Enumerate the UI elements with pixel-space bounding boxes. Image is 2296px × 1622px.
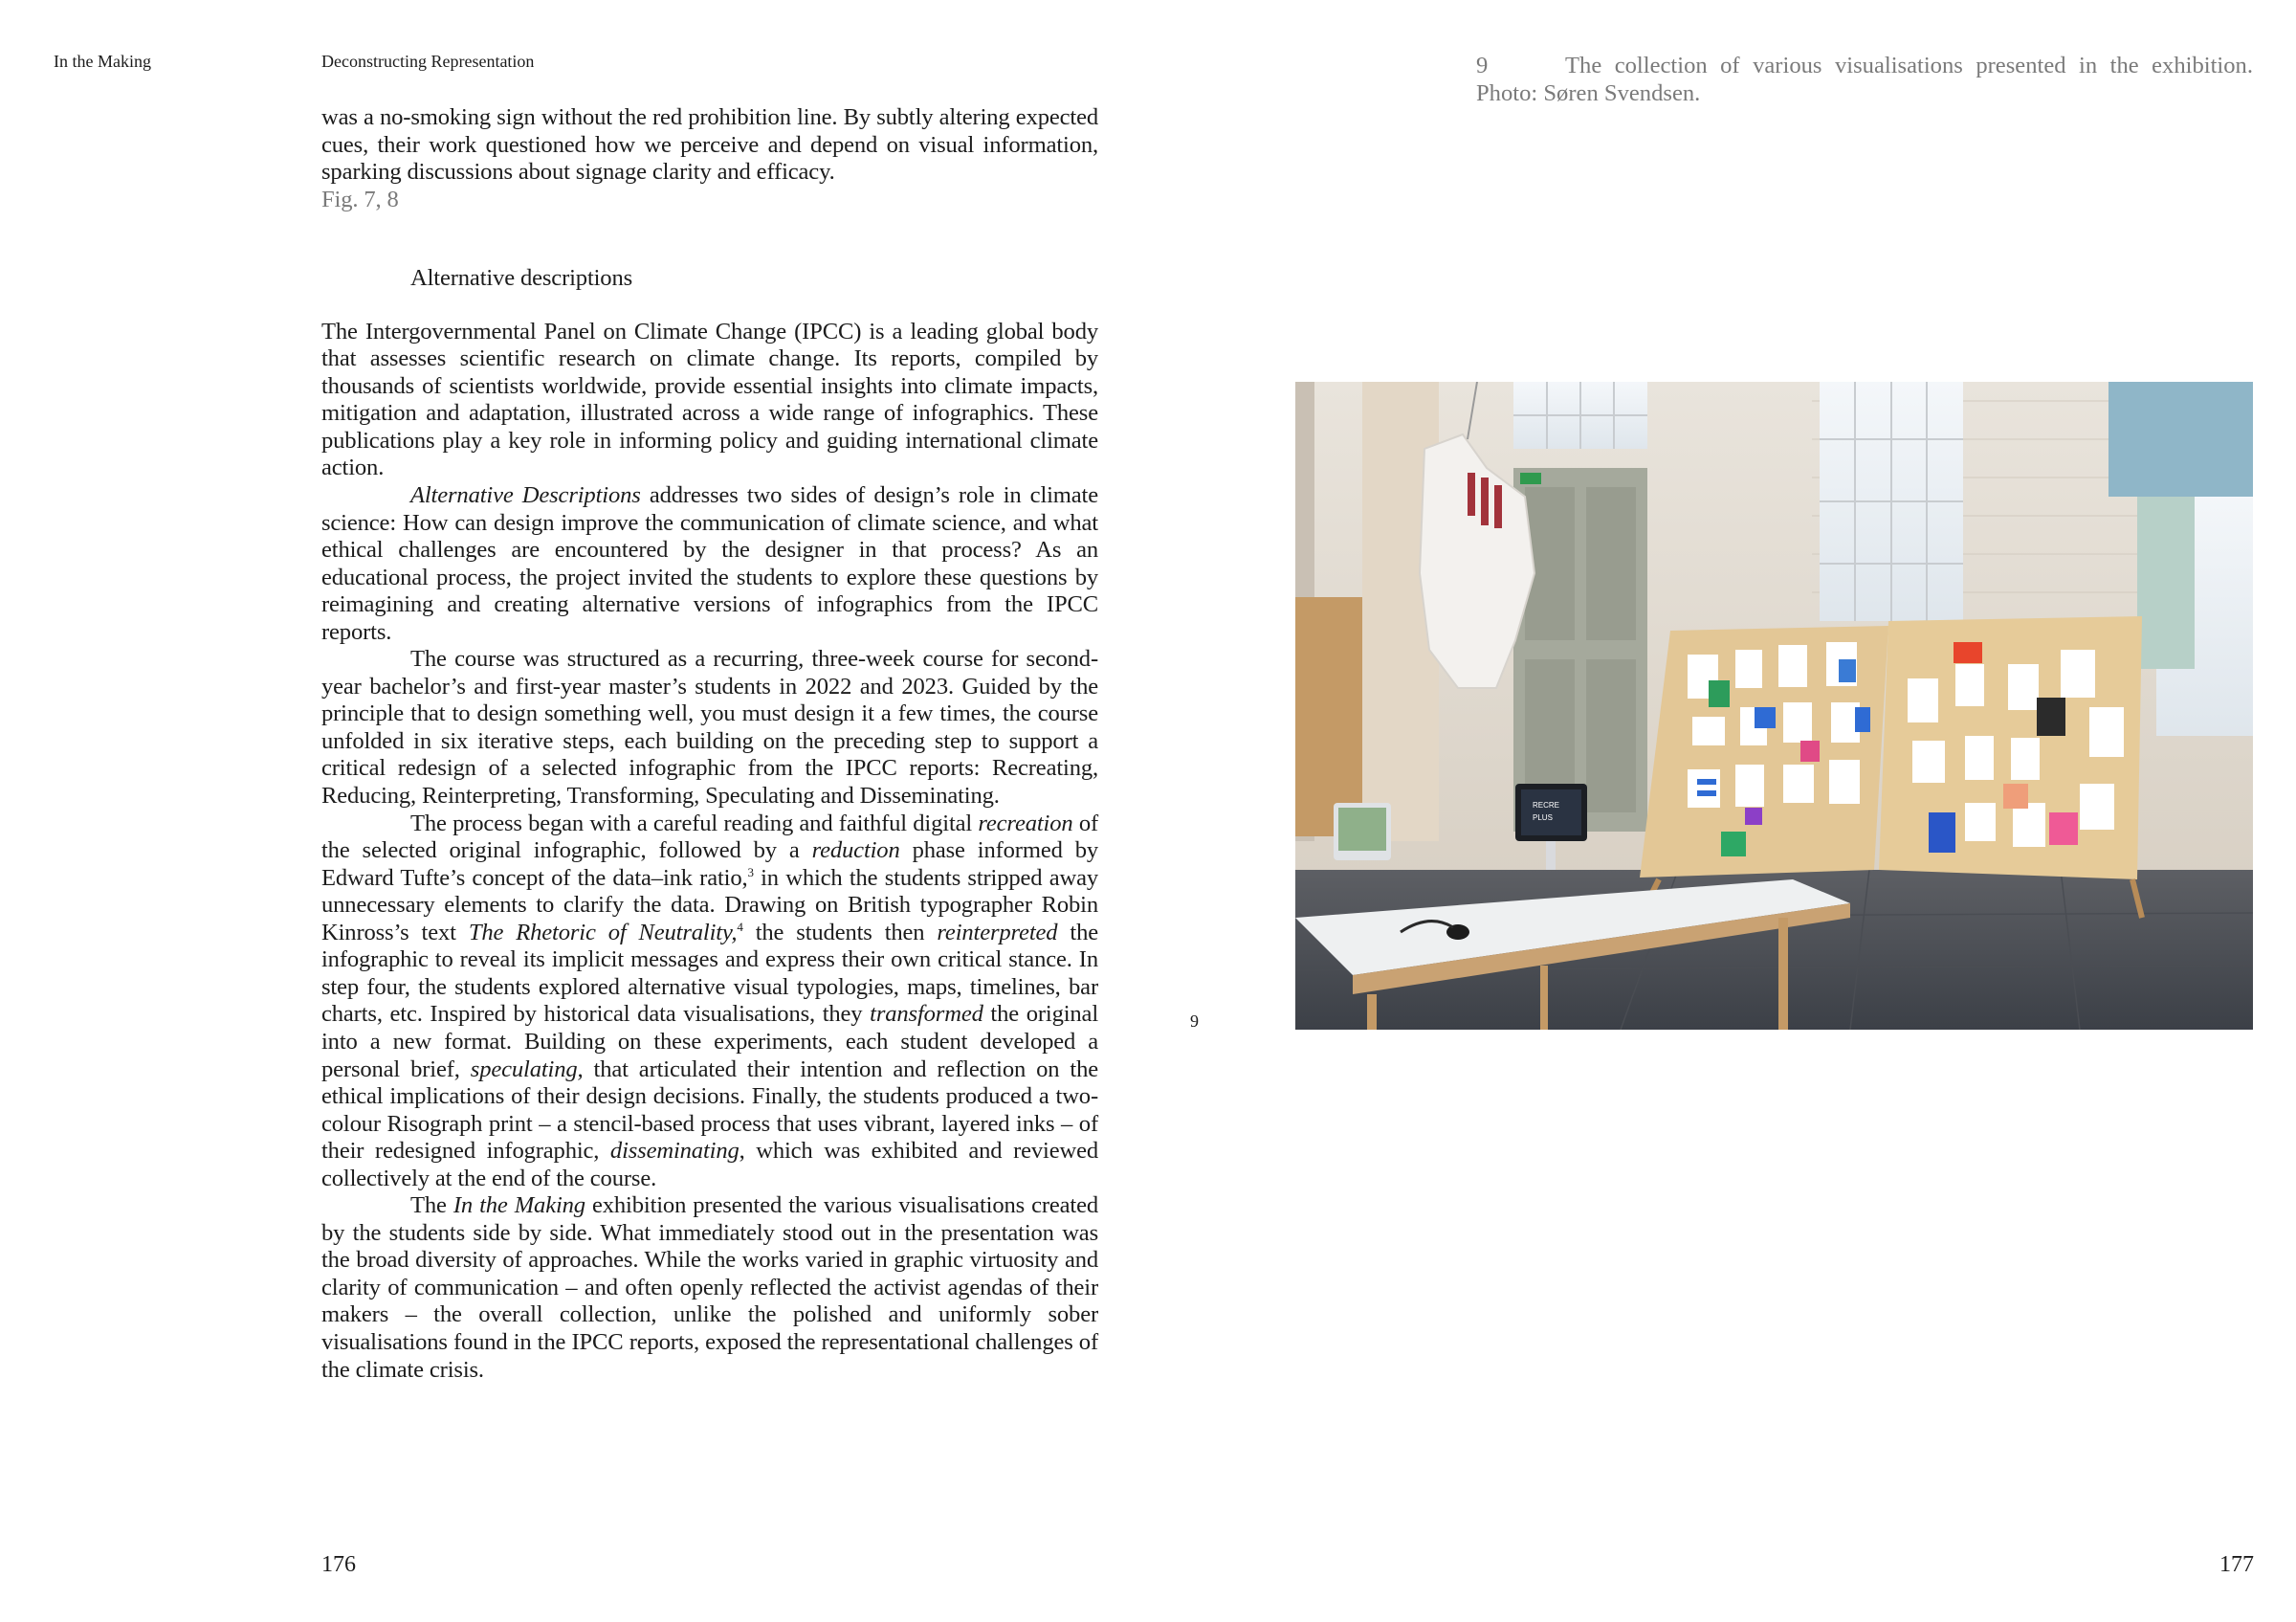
subheading: Alternative descriptions <box>410 265 633 292</box>
paragraph-course-structure: The course was structured as a recurring, three-week course for second-year bachelor’s and first-year master’s students in 2022 and 2023. Guided by the principle that to design something well, you must design it a few times, the course unfolded in six iterative steps, each building on the preceding step to support a critical redesign of a selected infographic from the IPCC reports: Recreating, Reducing, Reinterpreting, Transforming, Speculating and Disseminating. <box>321 646 1098 810</box>
figure-reference: Fig. 7, 8 <box>321 186 399 212</box>
monitor-screen-text: RECRE <box>1533 801 1560 810</box>
paragraph-exhibition: The In the Making exhibition presented the various visualisations created by the students side by side. What immediately stood out in the presentation was the broad diversity of approaches. While the works varied in graphic virtuosity and clarity of communication – and often openly reflected the activist agendas of their makers – the overall collection, unlike the polished and uniformly sober visualisations found in the IPCC reports, exposed the representational challenges of the climate crisis. <box>321 1192 1099 1383</box>
paragraph-process: The process began with a careful reading and faithful digital recreation of the selected original infographic, followed by a reduction phase informed by Edward Tufte’s concept of the data–ink ratio,$^3$ in which the students stripped away unnecessary elements to clarify the data. Drawing on British typographer Robin Kinross’s text The Rhetoric of Neutrality,$^4$ the students then reinterpreted the infographic to reveal its implicit messages and express their own critical stance. In step four, the students explored alternative visual typologies, maps, timelines, bar charts, etc. Inspired by historical data visualisations, they transformed the original into a new format. Building on these experiments, each student developed a personal brief, speculating, that articulated their intention and reflection on the ethical implications of their design decisions. Finally, the students produced a two-colour Risograph print – a stencil-based process that uses vibrant, layered inks – of their redesigned infographic, disseminating, which was exhibited and reviewed collectively at the end of the course. <box>321 810 1099 1191</box>
caption-text: The collection of various visualisations presented in the exhibition. Photo: Søren Svendsen. <box>1476 53 2253 106</box>
running-head-book-title: In the Making <box>54 52 151 71</box>
exhibition-photo-illustration <box>1295 382 2253 1030</box>
exhibition-photo <box>1295 382 2253 1030</box>
running-head-section-title: Deconstructing Representation <box>321 52 535 71</box>
footnote-marker: 3 <box>747 864 754 879</box>
paragraph-ipcc: The Intergovernmental Panel on Climate Change (IPCC) is a leading global body that assesses scientific research on climate change. Its reports, compiled by thousands of scientists worldwide, provide essential insights into climate impacts, mitigation and adaptation, illustrated across a wide range of infographics. These publications play a key role in informing policy and guiding international climate action. <box>321 318 1098 481</box>
footnote-marker: 4 <box>737 919 743 934</box>
figure-caption <box>1476 52 2253 107</box>
body-text-column <box>321 104 1098 1384</box>
page-number-right: 177 <box>2219 1552 2254 1577</box>
paragraph-alternative-descriptions: Alternative Descriptions addresses two sides of design’s role in climate science: How can design improve the communication of climate science, and what ethical challenges are encountered by the designer in that process? As an educational process, the project invited the students to explore these questions by reimagining and creating alternative versions of infographics from the IPCC reports. <box>321 482 1099 645</box>
project-title: Alternative Descriptions <box>410 482 641 509</box>
page-number-left: 176 <box>321 1552 356 1577</box>
monitor-screen-text: PLUS <box>1533 813 1553 822</box>
figure-marker: 9 <box>1190 1011 1199 1031</box>
paragraph-continued: was a no-smoking sign without the red prohibition line. By subtly altering expected cues, their work questioned how we perceive and depend on visual information, sparking discussions about signage clarity and efficacy. <box>321 104 1098 186</box>
caption-number: 9 <box>1476 53 1489 78</box>
